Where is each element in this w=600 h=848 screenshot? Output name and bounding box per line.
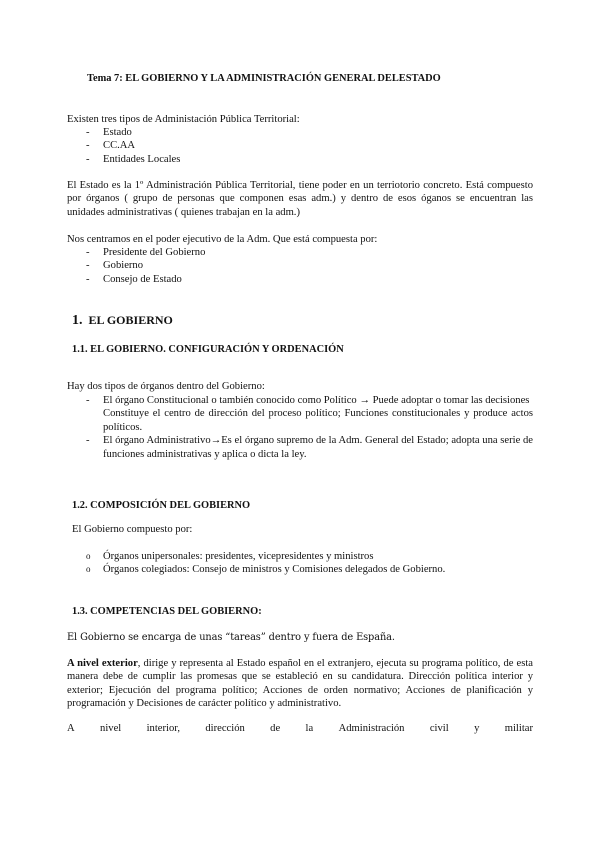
list-item: o Órganos unipersonales: presidentes, vicepresidentes y ministros xyxy=(86,551,374,562)
dash-marker: - xyxy=(86,247,90,258)
organos-list xyxy=(86,394,533,461)
composicion-intro: El Gobierno compuesto por: xyxy=(72,524,193,535)
dash-marker: - xyxy=(86,435,90,447)
list-item: - Presidente del Gobierno xyxy=(86,247,206,258)
dash-marker: - xyxy=(86,395,90,406)
interior-line: A nivel interior, dirección de la Administración civil y militar xyxy=(67,723,533,734)
bullet-marker: o xyxy=(86,551,91,561)
estado-paragraph: El Estado es la 1º Administración Pública Territorial, tiene poder en un terriotorio concreto. Está compuesto por órganos ( grupo de personas que componen esas adm.) y dentro de esos óganos se encuentran las unidades administrativas ( quienes trabajan en la adm.) xyxy=(67,180,533,218)
ejecutivo-list xyxy=(86,246,533,286)
section-heading-1: 1. EL GOBIERNO xyxy=(72,313,173,328)
dash-marker: - xyxy=(86,153,90,165)
exterior-text: , dirige y representa al Estado español en el extranjero, ejecuta su programa político, de esta manera debe de cumplir las promesas que se estableció en su candidatura. Dirección política interior y exterior; Ejecución del programa político; Acciones de orden normativo; Acciones de planificación y programación y Decisiones de carácter político y administrativo. xyxy=(67,658,533,710)
dash-marker: - xyxy=(86,127,90,138)
document-title: Tema 7: EL GOBIERNO Y LA ADMINISTRACIÓN GENERAL DELESTADO xyxy=(87,73,441,84)
list-item: - Estado xyxy=(86,127,132,138)
list-item: - El órgano Constitucional o también conocido como Político → Puede adoptar o tomar las decisiones Constituye el centro de dirección del proceso político; Funciones constitucionales y produce actos políticos. xyxy=(86,395,533,433)
admin-types-list xyxy=(86,126,533,166)
composicion-list xyxy=(86,550,533,577)
list-item: - El órgano Administrativo→Es el órgano supremo de la Adm. General del Estado; adopta una serie de funciones administrativas y aplica o dicta la ley. xyxy=(86,435,533,460)
list-item: - Entidades Locales xyxy=(86,153,181,165)
dash-marker: - xyxy=(86,273,90,285)
dash-marker: - xyxy=(86,260,90,272)
exterior-lead: A nivel exterior xyxy=(67,658,138,669)
dash-marker: - xyxy=(86,140,90,152)
list-item: - Gobierno xyxy=(86,260,144,272)
intro-text: Existen tres tipos de Administación Pública Territorial: xyxy=(67,114,300,125)
ejecutivo-intro: Nos centramos en el poder ejecutivo de la Adm. Que está compuesta por: xyxy=(67,234,378,245)
list-item: - CC.AA xyxy=(86,140,136,152)
organos-intro: Hay dos tipos de órganos dentro del Gobierno: xyxy=(67,381,265,392)
bullet-marker: o xyxy=(86,564,91,575)
section-heading-1-3: 1.3. COMPETENCIAS DEL GOBIERNO: xyxy=(72,606,262,617)
tareas-line: El Gobierno se encarga de unas “tareas” dentro y fuera de España. xyxy=(67,632,395,643)
list-item: - Consejo de Estado xyxy=(86,273,182,285)
list-item: o Órganos colegiados: Consejo de ministros y Comisiones delegados de Gobierno. xyxy=(86,564,446,576)
exterior-paragraph xyxy=(67,657,533,711)
section-heading-1-2: 1.2. COMPOSICIÓN DEL GOBIERNO xyxy=(72,500,251,511)
section-heading-1-1: 1.1. EL GOBIERNO. CONFIGURACIÓN Y ORDENACIÓN xyxy=(72,344,344,355)
